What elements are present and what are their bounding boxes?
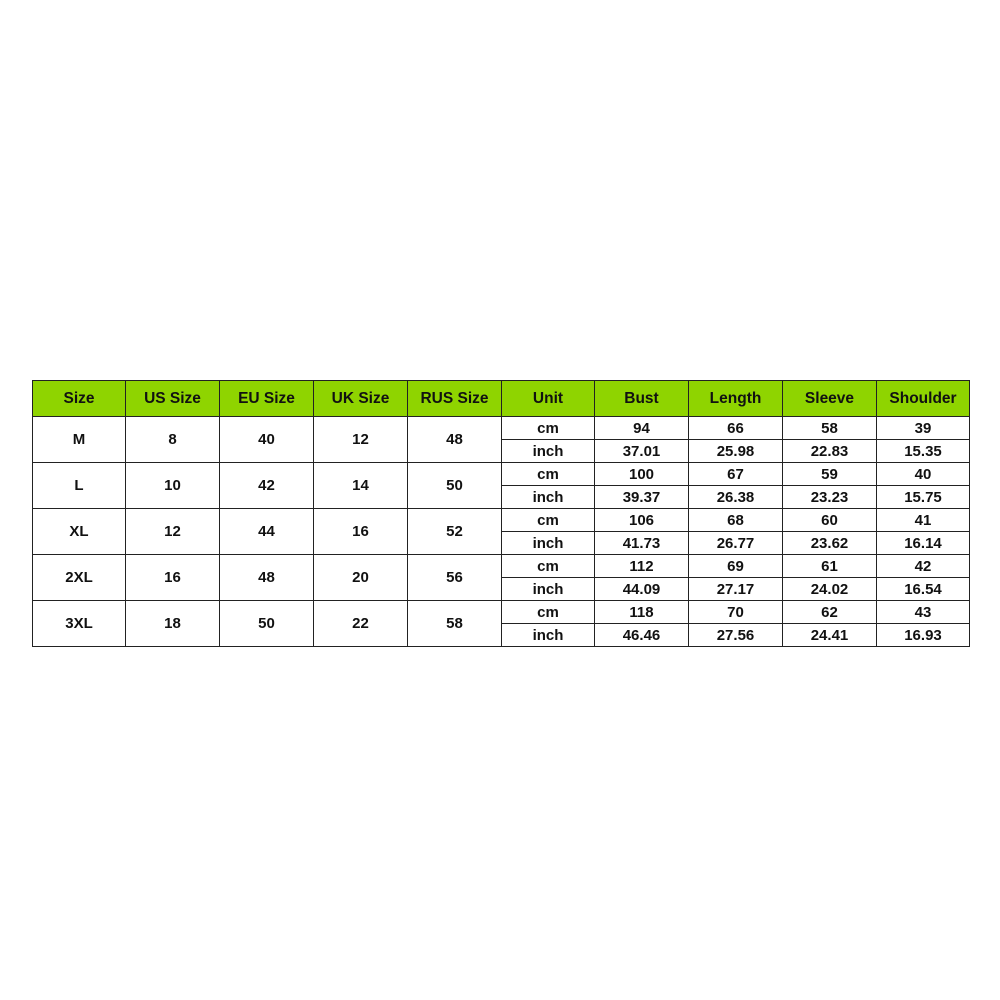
unit-cell: cm (502, 555, 595, 578)
length-cell: 69 (689, 555, 783, 578)
header-length: Length (689, 381, 783, 417)
shoulder-cell: 16.54 (877, 578, 970, 601)
header-uk-size: UK Size (314, 381, 408, 417)
size-chart-table (32, 380, 970, 647)
eu-size-cell: 48 (220, 555, 314, 601)
sleeve-cell: 60 (783, 509, 877, 532)
shoulder-cell: 41 (877, 509, 970, 532)
bust-cell: 46.46 (595, 624, 689, 647)
sleeve-cell: 23.62 (783, 532, 877, 555)
sleeve-cell: 61 (783, 555, 877, 578)
sleeve-cell: 24.02 (783, 578, 877, 601)
header-shoulder: Shoulder (877, 381, 970, 417)
length-cell: 67 (689, 463, 783, 486)
shoulder-cell: 15.35 (877, 440, 970, 463)
length-cell: 68 (689, 509, 783, 532)
rus-size-cell: 56 (408, 555, 502, 601)
header-bust: Bust (595, 381, 689, 417)
eu-size-cell: 40 (220, 417, 314, 463)
size-cell: XL (33, 509, 126, 555)
length-cell: 26.38 (689, 486, 783, 509)
bust-cell: 112 (595, 555, 689, 578)
shoulder-cell: 42 (877, 555, 970, 578)
us-size-cell: 12 (126, 509, 220, 555)
size-cell: 3XL (33, 601, 126, 647)
us-size-cell: 10 (126, 463, 220, 509)
unit-cell: inch (502, 532, 595, 555)
rus-size-cell: 50 (408, 463, 502, 509)
shoulder-cell: 16.14 (877, 532, 970, 555)
unit-cell: cm (502, 601, 595, 624)
rus-size-cell: 58 (408, 601, 502, 647)
unit-cell: cm (502, 417, 595, 440)
table-row-cm (33, 463, 970, 486)
table-row-cm (33, 555, 970, 578)
size-cell: 2XL (33, 555, 126, 601)
header-eu-size: EU Size (220, 381, 314, 417)
length-cell: 27.17 (689, 578, 783, 601)
sleeve-cell: 23.23 (783, 486, 877, 509)
eu-size-cell: 50 (220, 601, 314, 647)
header-row (33, 381, 970, 417)
eu-size-cell: 42 (220, 463, 314, 509)
shoulder-cell: 43 (877, 601, 970, 624)
uk-size-cell: 14 (314, 463, 408, 509)
table-row-cm (33, 601, 970, 624)
uk-size-cell: 22 (314, 601, 408, 647)
shoulder-cell: 16.93 (877, 624, 970, 647)
bust-cell: 100 (595, 463, 689, 486)
bust-cell: 118 (595, 601, 689, 624)
sleeve-cell: 24.41 (783, 624, 877, 647)
shoulder-cell: 15.75 (877, 486, 970, 509)
shoulder-cell: 40 (877, 463, 970, 486)
length-cell: 26.77 (689, 532, 783, 555)
shoulder-cell: 39 (877, 417, 970, 440)
us-size-cell: 18 (126, 601, 220, 647)
bust-cell: 94 (595, 417, 689, 440)
sleeve-cell: 58 (783, 417, 877, 440)
table-row-cm (33, 417, 970, 440)
bust-cell: 106 (595, 509, 689, 532)
rus-size-cell: 48 (408, 417, 502, 463)
sleeve-cell: 62 (783, 601, 877, 624)
table-row-cm (33, 509, 970, 532)
sleeve-cell: 22.83 (783, 440, 877, 463)
rus-size-cell: 52 (408, 509, 502, 555)
unit-cell: inch (502, 578, 595, 601)
uk-size-cell: 12 (314, 417, 408, 463)
unit-cell: cm (502, 509, 595, 532)
bust-cell: 39.37 (595, 486, 689, 509)
us-size-cell: 16 (126, 555, 220, 601)
size-cell: M (33, 417, 126, 463)
unit-cell: inch (502, 440, 595, 463)
sleeve-cell: 59 (783, 463, 877, 486)
header-us-size: US Size (126, 381, 220, 417)
eu-size-cell: 44 (220, 509, 314, 555)
uk-size-cell: 16 (314, 509, 408, 555)
length-cell: 25.98 (689, 440, 783, 463)
header-sleeve: Sleeve (783, 381, 877, 417)
us-size-cell: 8 (126, 417, 220, 463)
bust-cell: 44.09 (595, 578, 689, 601)
unit-cell: inch (502, 486, 595, 509)
bust-cell: 41.73 (595, 532, 689, 555)
header-rus-size: RUS Size (408, 381, 502, 417)
header-size: Size (33, 381, 126, 417)
uk-size-cell: 20 (314, 555, 408, 601)
length-cell: 70 (689, 601, 783, 624)
unit-cell: cm (502, 463, 595, 486)
unit-cell: inch (502, 624, 595, 647)
header-unit: Unit (502, 381, 595, 417)
length-cell: 66 (689, 417, 783, 440)
length-cell: 27.56 (689, 624, 783, 647)
size-cell: L (33, 463, 126, 509)
bust-cell: 37.01 (595, 440, 689, 463)
